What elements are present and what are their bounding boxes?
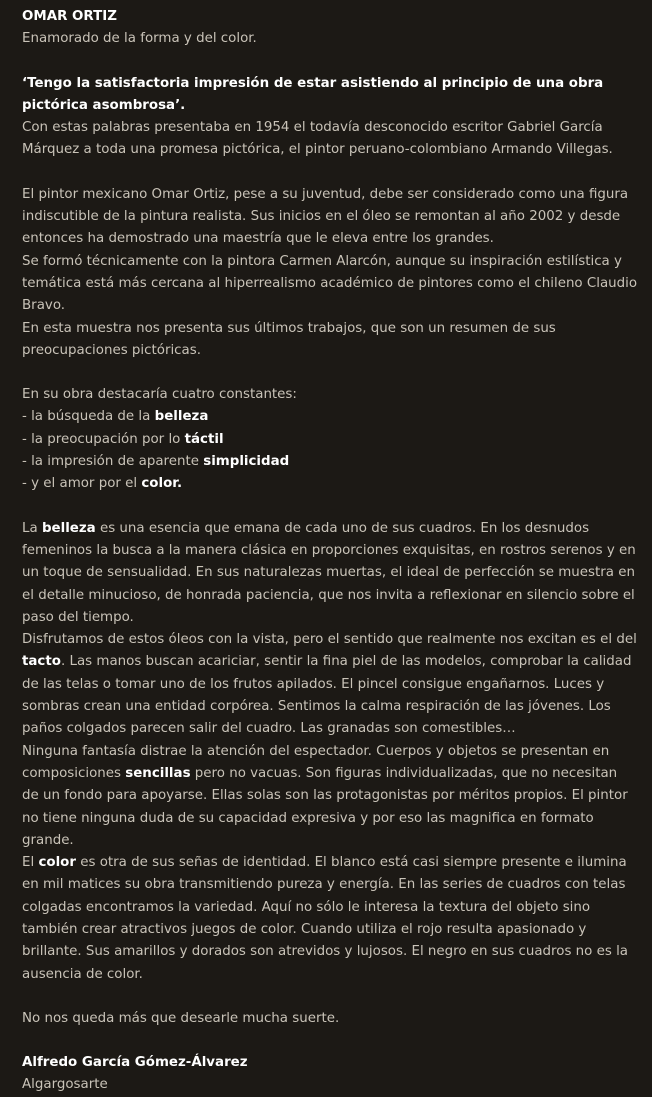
paragraph-realism: El pintor mexicano Omar Ortiz, pese a su juventud, debe ser considerado como una figura indiscutible de la pintura realista. Sus inicios en el óleo se remontan al año 2002 y desde entonces ha demostrado una maestría que le eleva entre los grandes. <box>22 186 629 247</box>
spacer <box>22 51 638 73</box>
constant-item: - y el amor por el color. <box>22 476 183 492</box>
keyword: táctil <box>184 431 224 447</box>
quote: ‘Tengo la satisfactoria impresión de estar asistiendo al principio de una obra pictórica asombrosa’. <box>22 75 604 113</box>
artist-tagline: Enamorado de la forma y del color. <box>22 31 257 47</box>
signature-author: Alfredo García Gómez-Álvarez <box>22 1055 248 1071</box>
closing-line: No nos queda más que desearle mucha suerte. <box>22 1010 340 1026</box>
constant-item: - la búsqueda de la belleza <box>22 409 209 425</box>
spacer <box>22 362 638 384</box>
paragraph-belleza: La belleza es una esencia que emana de cada uno de sus cuadros. En los desnudos femeninos la busca a la manera clásica en proporciones exquisitas, en rostros serenos y en un toque de sensualidad. En sus naturalezas muertas, el ideal de perfección se muestra en el detalle minucioso, de honrada paciencia, que nos invita a reflexionar en silencio sobre el paso del tiempo. <box>22 520 636 625</box>
intro-paragraph: Con estas palabras presentaba en 1954 el todavía desconocido escritor Gabriel García Márquez a toda una promesa pictórica, el pintor peruano-colombiano Armando Villegas. <box>22 120 613 158</box>
keyword: simplicidad <box>203 454 290 470</box>
spacer <box>22 162 638 184</box>
artist-name: OMAR ORTIZ <box>22 9 117 24</box>
paragraph-color: El color es otra de sus señas de identidad. El blanco está casi siempre presente e ilumina en mil matices su obra transmitiendo pureza y energía. En las series de cuadros con telas colgadas encontramos la variedad. Aquí no sólo le interesa la textura del objeto sino también crear atractivos juegos de color. Cuando utiliza el rojo resulta apasionado y brillante. Sus amarillos y dorados son atrevidos y lujosos. El negro en sus cuadros no es la ausencia de color. <box>22 855 629 982</box>
spacer <box>22 496 638 518</box>
keyword: tacto <box>22 654 61 670</box>
paragraph-tacto: Disfrutamos de estos óleos con la vista, pero el sentido que realmente nos excitan es el del tacto. Las manos buscan acariciar, sentir la fina piel de las modelos, comprobar la calidad de las telas o tomar uno de los frutos apilados. El pincel consigue engañarnos. Luces y sombras crean una entidad corpórea. Sentimos la calma respiración de las jóvenes. Los paños colgados parecen salir del cuadro. Las granadas son comestibles… <box>22 632 637 737</box>
keyword: color <box>38 855 76 871</box>
constants-intro: En su obra destacaría cuatro constantes: <box>22 387 297 403</box>
spacer <box>22 1030 638 1052</box>
keyword: belleza <box>41 520 96 536</box>
keyword: sencillas <box>125 765 191 781</box>
paragraph-training: Se formó técnicamente con la pintora Carmen Alarcón, aunque su inspiración estilística y temática está más cercana al hiperrealismo académico de pintores como el chileno Claudio Bravo. <box>22 253 638 314</box>
keyword: belleza <box>154 409 209 425</box>
paragraph-sencillas: Ninguna fantasía distrae la atención del espectador. Cuerpos y objetos se presentan en composiciones sencillas pero no vacuas. Son figuras individualizadas, que no necesitan de un fondo para apoyarse. Ellas solas son las protagonistas por méritos propios. El pintor no tiene ninguna duda de su capacidad expresiva y por eso las magnifica en formato grande. <box>22 743 628 848</box>
paragraph-exhibition: En esta muestra nos presenta sus últimos trabajos, que son un resumen de sus preocupaciones pictóricas. <box>22 320 556 358</box>
signature-org: Algargosarte <box>22 1077 108 1093</box>
constant-item: - la preocupación por lo táctil <box>22 431 224 447</box>
keyword: color. <box>141 476 183 492</box>
constant-item: - la impresión de aparente simplicidad <box>22 454 290 470</box>
spacer <box>22 986 638 1008</box>
